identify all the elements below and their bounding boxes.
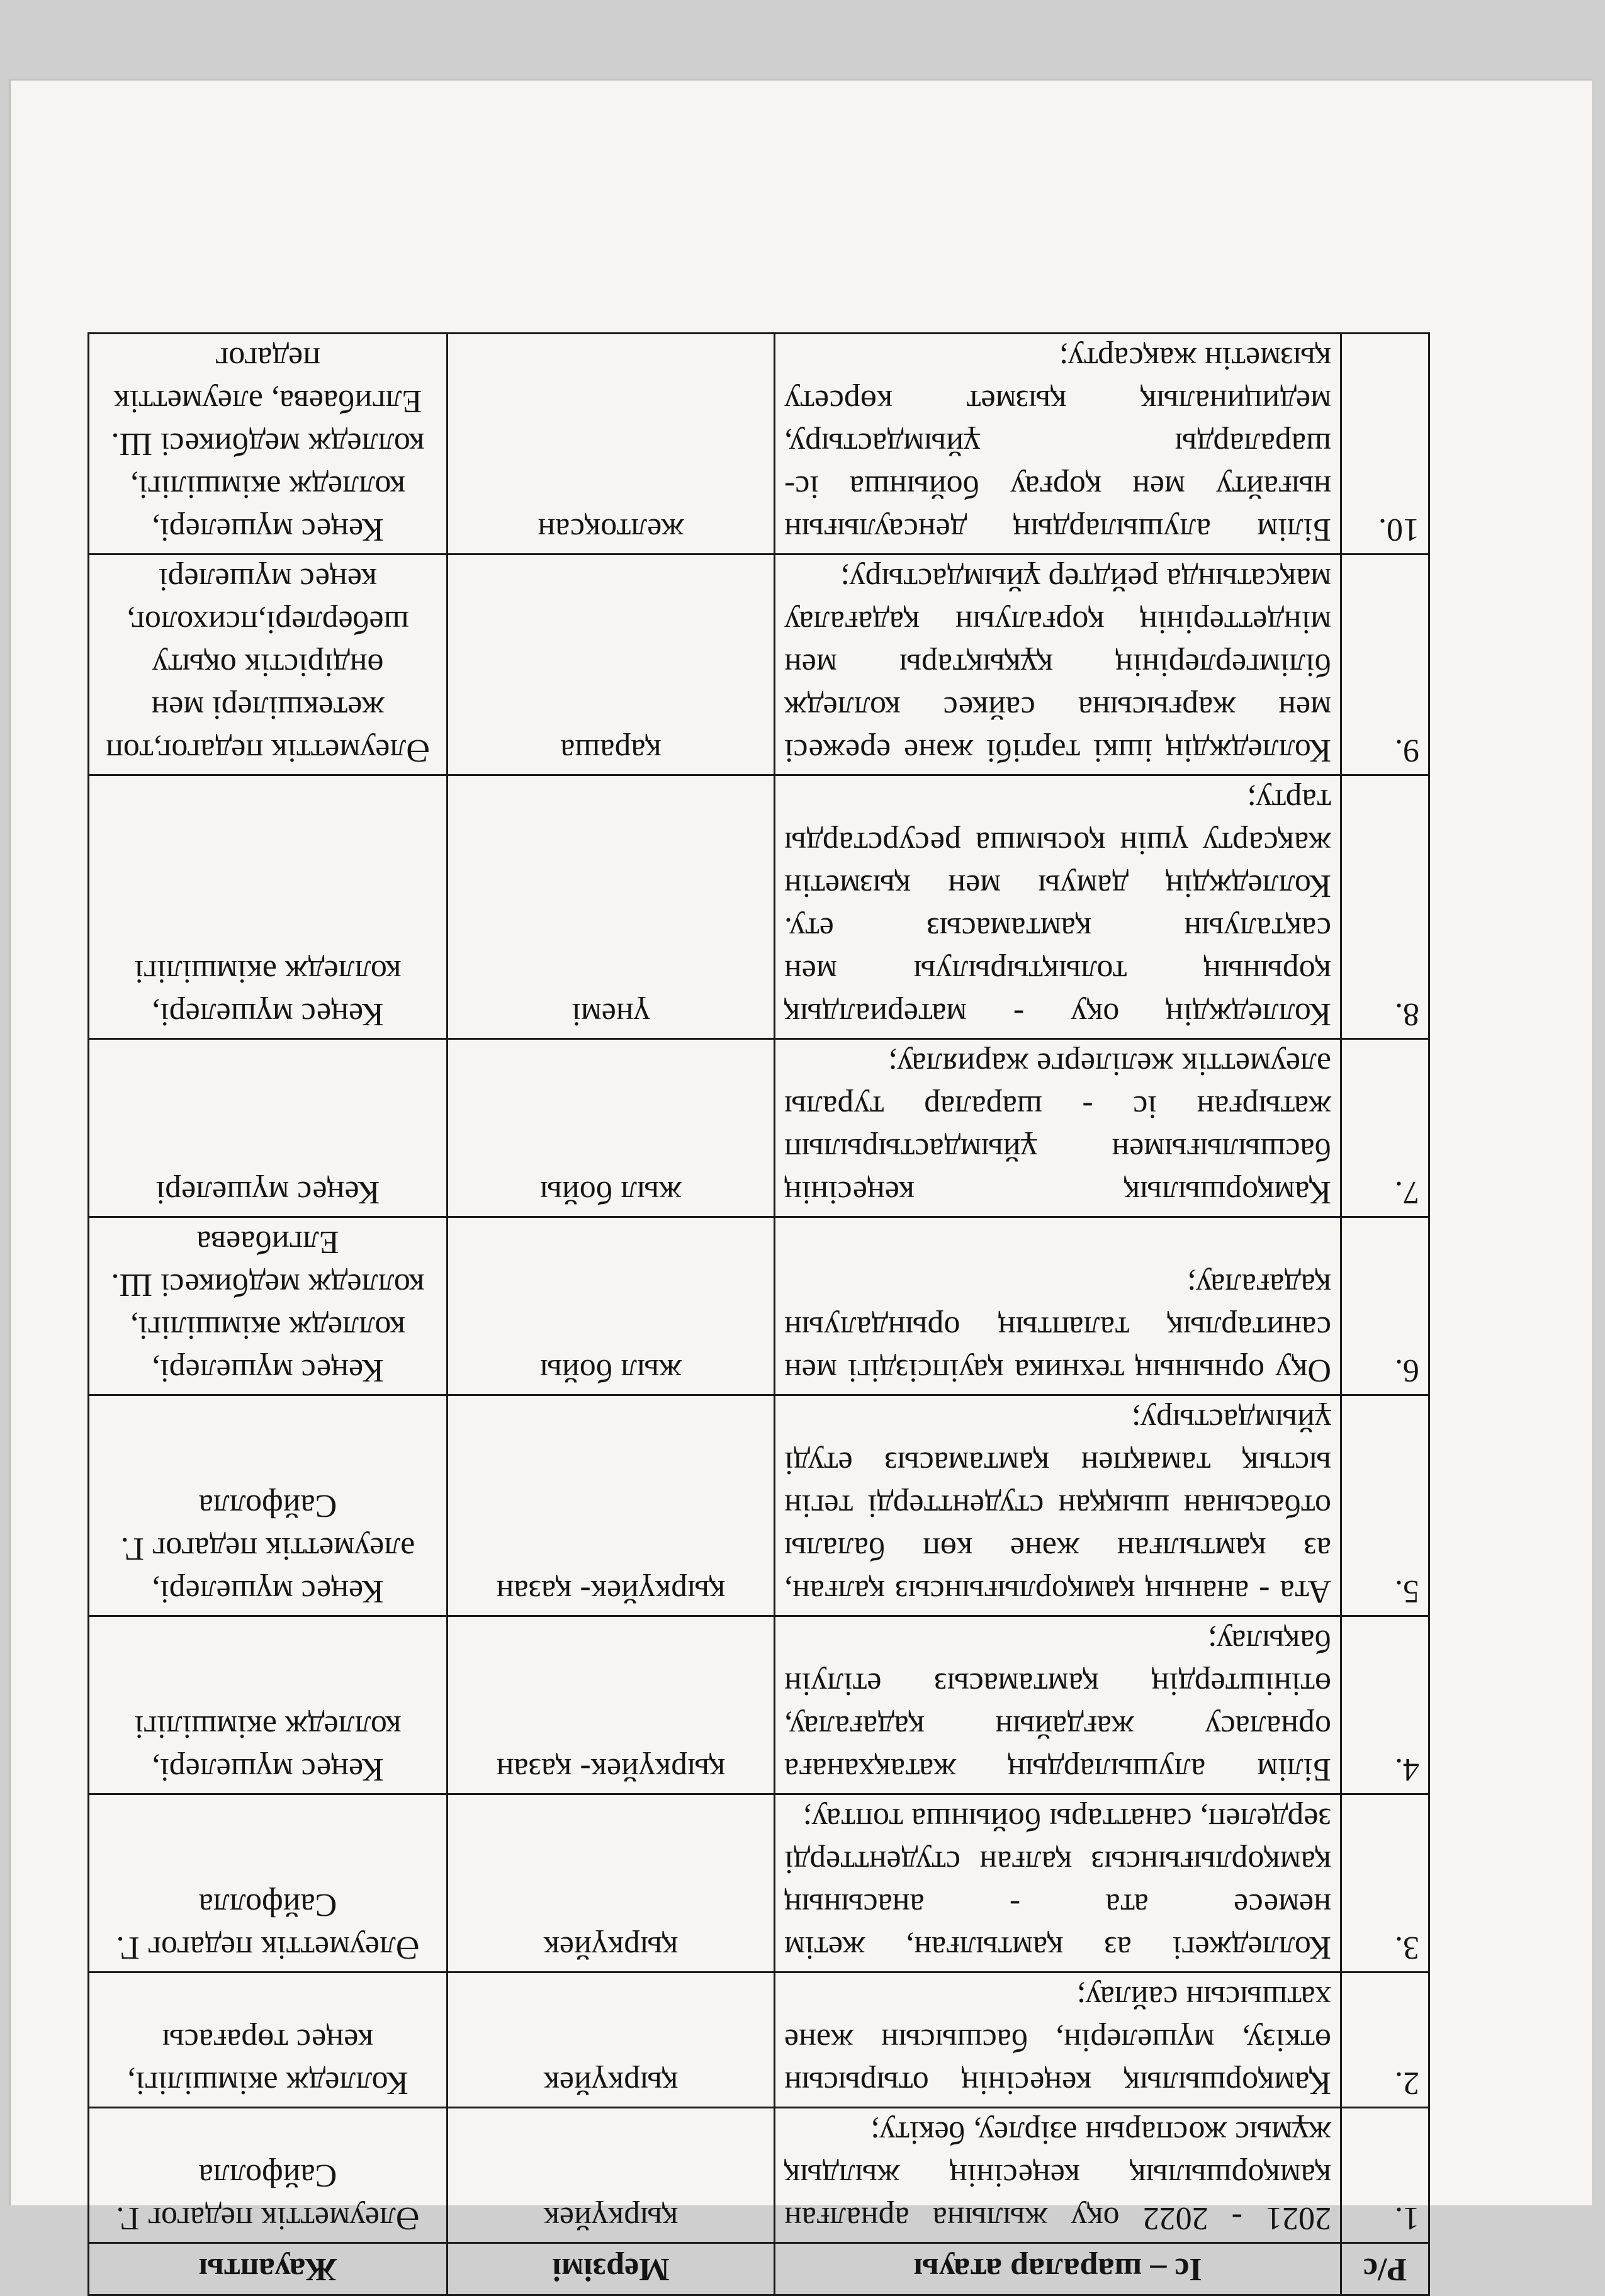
event-responsible: Әлеуметтік педагог Г. Сайфолла xyxy=(89,1794,448,1972)
rotated-document xyxy=(89,250,1430,2296)
header-number: Р/с xyxy=(1341,2243,1429,2295)
header-event-name: Іс – шаралар атауы xyxy=(775,2243,1341,2295)
row-number: 3. xyxy=(1341,1794,1429,1972)
event-name: Колледждің оқу - материалдық қорының толықтырылуы мен сақталуын қамтамасыз ету. Колледждің дамуы мен қызметін жақсарту үшін қосымша ресурстарды тарту; xyxy=(775,775,1341,1039)
event-term: жыл бойы xyxy=(448,1039,775,1217)
event-responsible: Әлеуметтік педагог Г. Сайфолла xyxy=(89,2108,448,2243)
table-row xyxy=(89,554,1429,775)
table-row xyxy=(89,775,1429,1039)
row-number: 5. xyxy=(1341,1395,1429,1616)
table-row xyxy=(89,2108,1429,2243)
event-name: Ата - ананың қамқорлығынсыз қалған, аз қамтылған және көп балалы отбасынан шыққан студенттерді тегін ыстық тамақпен қамтамасыз етуді ұйымдастыру; xyxy=(775,1395,1341,1616)
row-number: 2. xyxy=(1341,1972,1429,2108)
table-row xyxy=(89,1395,1429,1616)
table-row xyxy=(89,1217,1429,1395)
event-term: қараша xyxy=(448,554,775,775)
event-term: желтоқсан xyxy=(448,334,775,554)
row-number: 4. xyxy=(1341,1616,1429,1794)
event-name: 2021 - 2022 оқу жылына арналған қамқоршылық кеңесінің жылдық жұмыс жоспарын әзірлеу, бекіту; xyxy=(775,2108,1341,2243)
event-name: Оқу орнының техника қауіпсіздігі мен санитарлық талаптың орындалуын қадағалау; xyxy=(775,1217,1341,1395)
event-term: жыл бойы xyxy=(448,1217,775,1395)
event-name: Білім алушылардың жатақханаға орналасу жағдайын қадағалау, өтініштердің қамтамасыз етілуін бақылау; xyxy=(775,1616,1341,1794)
event-responsible: Колледж әкімшілігі, кеңес төрағасы xyxy=(89,1972,448,2108)
event-term: үнемі xyxy=(448,775,775,1039)
event-responsible: Кеңес мүшелері, колледж әкімшілігі, колледж медбикесі Ш. Елгибаева xyxy=(89,1217,448,1395)
row-number: 10. xyxy=(1341,334,1429,554)
event-responsible: Кеңес мүшелері, әлеуметтік педагог Г. Сайфолла xyxy=(89,1395,448,1616)
event-name: Колледждің ішкі тәртібі және ережесі мен жарғысына сайкес колледж білімгерлерінің құқықтары мен міндеттерінің қорғалуын қадағалау мақсатында рейдтер ұйымдастыру; xyxy=(775,554,1341,775)
event-responsible: Кеңес мүшелері, колледж әкімшілігі xyxy=(89,775,448,1039)
row-number: 9. xyxy=(1341,554,1429,775)
event-term: қыркүйек xyxy=(448,2108,775,2243)
event-name: Білім алушылардың денсаулығын нығайту мен қорғау бойынша іс-шараларды ұйымдастыру, медициналық қызмет көрсету қызметін жақсарту; xyxy=(775,334,1341,554)
event-name: Қамқоршылық кеңесінің отырысын өткізу, мүшелерін, басшысын және хатшысын сайлау; xyxy=(775,1972,1341,2108)
row-number: 7. xyxy=(1341,1039,1429,1217)
event-term: қыркүйек- қазан xyxy=(448,1616,775,1794)
table-row xyxy=(89,1039,1429,1217)
event-responsible: Кеңес мүшелері, колледж әкімшілігі xyxy=(89,1616,448,1794)
action-plan-table xyxy=(87,332,1430,2296)
event-responsible: Кеңес мүшелері xyxy=(89,1039,448,1217)
table-row xyxy=(89,1972,1429,2108)
event-term: қыркүйек- қазан xyxy=(448,1395,775,1616)
header-term: Мерзімі xyxy=(448,2243,775,2295)
row-number: 8. xyxy=(1341,775,1429,1039)
row-number: 6. xyxy=(1341,1217,1429,1395)
scanned-page xyxy=(9,79,1592,2287)
event-name: Колледжегі аз қамтылған, жетім немесе ата - анасының қамқорлығынсыз қалған студенттерді зерделеп, санаттары бойынша топтау; xyxy=(775,1794,1341,1972)
table-row xyxy=(89,1616,1429,1794)
event-term: қыркүйек xyxy=(448,1794,775,1972)
event-responsible: Кеңес мүшелері, колледж әкімшілігі, колледж медбикесі Ш. Елгибаева, әлеуметтік педагог xyxy=(89,334,448,554)
table-header-row xyxy=(89,2243,1429,2295)
event-responsible: Әлеуметтік педагог,топ жетекшілері мен өндірістік оқыту шеберлері,психолог, кеңес мүшелері xyxy=(89,554,448,775)
header-responsible: Жауапты xyxy=(89,2243,448,2295)
table-row xyxy=(89,334,1429,554)
row-number: 1. xyxy=(1341,2108,1429,2243)
table-row xyxy=(89,1794,1429,1972)
event-term: қыркүйек xyxy=(448,1972,775,2108)
event-name: Қамқоршылық кеңесінің басшылығымен ұйымдастырылып жатырған іс - шаралар туралы әлеуметтік желілерге жариялау; xyxy=(775,1039,1341,1217)
